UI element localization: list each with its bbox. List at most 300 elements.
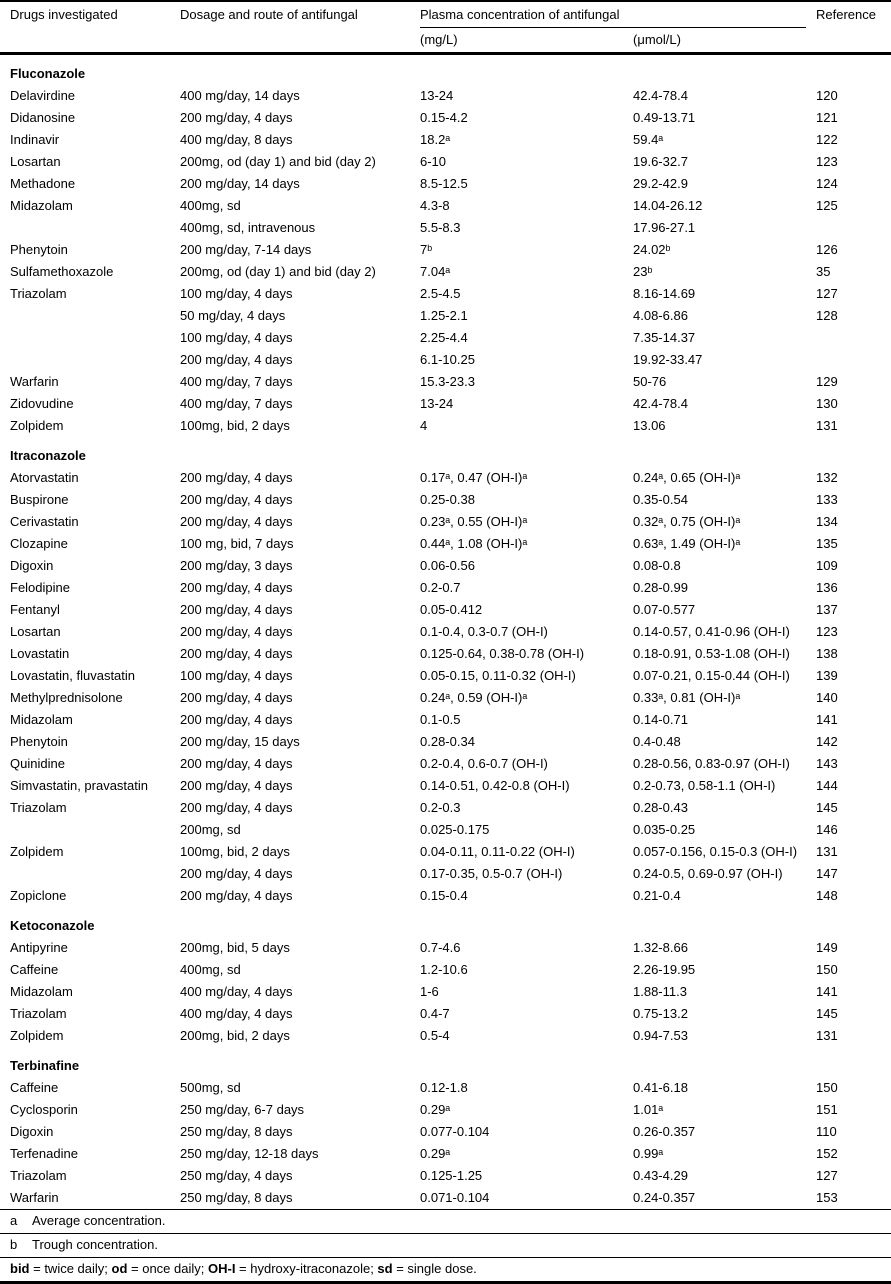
cell-reference: 126	[816, 242, 838, 257]
cell-reference: 153	[816, 1190, 838, 1205]
table-row	[0, 753, 891, 775]
col-header-reference: Reference	[816, 1, 891, 54]
cell-concentration-umol-l: 0.28-0.99	[633, 580, 688, 595]
table-row	[0, 511, 891, 533]
footnote-average-concentration	[0, 1210, 891, 1234]
table-row	[0, 1187, 891, 1210]
table-row	[0, 239, 891, 261]
cell-dosage: 200 mg/day, 4 days	[180, 580, 293, 595]
cell-drug: Cyclosporin	[10, 1102, 78, 1117]
cell-concentration-umol-l: 0.35-0.54	[633, 492, 688, 507]
cell-drug: Atorvastatin	[10, 470, 79, 485]
col-header-dosage-route: Dosage and route of antifungal	[180, 1, 420, 54]
cell-concentration-umol-l: 0.99ᵃ	[633, 1146, 664, 1161]
cell-concentration-umol-l: 0.28-0.43	[633, 800, 688, 815]
cell-concentration-mg-l: 0.1-0.5	[420, 712, 461, 727]
cell-concentration-umol-l: 17.96-27.1	[633, 220, 696, 235]
cell-reference: 147	[816, 866, 838, 881]
cell-concentration-mg-l: 0.14-0.51, 0.42-0.8 (OH-I)	[420, 778, 570, 793]
cell-concentration-mg-l: 0.06-0.56	[420, 558, 475, 573]
table-row	[0, 173, 891, 195]
cell-drug: Fentanyl	[10, 602, 60, 617]
cell-concentration-umol-l: 1.01ᵃ	[633, 1102, 664, 1117]
cell-dosage: 400mg, sd	[180, 198, 241, 213]
cell-concentration-umol-l: 42.4-78.4	[633, 396, 688, 411]
cell-dosage: 200 mg/day, 4 days	[180, 624, 293, 639]
cell-concentration-mg-l: 0.29ᵃ	[420, 1146, 451, 1161]
table-row	[0, 1003, 891, 1025]
cell-concentration-mg-l: 0.077-0.104	[420, 1124, 490, 1139]
table-row	[0, 841, 891, 863]
cell-reference: 149	[816, 940, 838, 955]
table-row	[0, 621, 891, 643]
table-row	[0, 797, 891, 819]
cell-reference: 121	[816, 110, 838, 125]
cell-reference: 138	[816, 646, 838, 661]
cell-concentration-mg-l: 0.5-4	[420, 1028, 450, 1043]
table-row	[0, 709, 891, 731]
cell-drug: Triazolam	[10, 1006, 67, 1021]
cell-reference: 142	[816, 734, 838, 749]
cell-dosage: 200 mg/day, 4 days	[180, 866, 293, 881]
cell-dosage: 400mg, sd, intravenous	[180, 220, 316, 235]
cell-drug: Triazolam	[10, 1168, 67, 1183]
cell-dosage: 250 mg/day, 6-7 days	[180, 1102, 305, 1117]
cell-reference: 110	[816, 1124, 837, 1139]
cell-concentration-mg-l: 1-6	[420, 984, 439, 999]
cell-reference: 150	[816, 962, 838, 977]
cell-dosage: 200 mg/day, 4 days	[180, 712, 293, 727]
cell-concentration-umol-l: 0.94-7.53	[633, 1028, 688, 1043]
cell-concentration-umol-l: 19.6-32.7	[633, 154, 688, 169]
cell-dosage: 250 mg/day, 4 days	[180, 1168, 293, 1183]
cell-reference: 129	[816, 374, 838, 389]
cell-concentration-umol-l: 1.88-11.3	[633, 984, 687, 999]
cell-concentration-umol-l: 19.92-33.47	[633, 352, 703, 367]
cell-reference: 143	[816, 756, 838, 771]
cell-concentration-mg-l: 7ᵇ	[420, 242, 433, 257]
cell-concentration-umol-l: 2.26-19.95	[633, 962, 696, 977]
cell-concentration-mg-l: 7.04ᵃ	[420, 264, 451, 279]
cell-reference: 123	[816, 624, 838, 639]
cell-reference: 125	[816, 198, 838, 213]
table-row	[0, 665, 891, 687]
cell-drug: Warfarin	[10, 374, 59, 389]
cell-dosage: 200 mg/day, 4 days	[180, 492, 293, 507]
cell-concentration-umol-l: 0.4-0.48	[633, 734, 681, 749]
cell-concentration-umol-l: 0.24-0.5, 0.69-0.97 (OH-I)	[633, 866, 783, 881]
cell-reference	[816, 217, 891, 239]
table-footnotes	[0, 1210, 891, 1284]
cell-drug: Phenytoin	[10, 734, 68, 749]
cell-drug: Losartan	[10, 154, 61, 169]
cell-drug: Sulfamethoxazole	[10, 264, 114, 279]
cell-reference: 151	[816, 1102, 838, 1117]
cell-reference: 137	[816, 602, 838, 617]
cell-drug: Triazolam	[10, 800, 67, 815]
cell-reference: 145	[816, 800, 838, 815]
section-title: Fluconazole	[10, 66, 86, 81]
abbreviation-term: od	[111, 1261, 128, 1276]
cell-drug: Buspirone	[10, 492, 69, 507]
table-row	[0, 1121, 891, 1143]
cell-reference: 128	[816, 308, 838, 323]
cell-dosage: 50 mg/day, 4 days	[180, 308, 286, 323]
footnote-text-a: Average concentration.	[32, 1213, 166, 1228]
cell-reference: 152	[816, 1146, 838, 1161]
cell-reference: 120	[816, 88, 838, 103]
cell-dosage: 400 mg/day, 7 days	[180, 396, 293, 411]
cell-reference: 141	[816, 712, 838, 727]
cell-reference	[816, 349, 891, 371]
cell-dosage: 200mg, od (day 1) and bid (day 2)	[180, 264, 376, 279]
table-row	[0, 1143, 891, 1165]
cell-reference: 127	[816, 1168, 838, 1183]
table-row	[0, 129, 891, 151]
cell-drug: Zolpidem	[10, 1028, 64, 1043]
cell-drug: Cerivastatin	[10, 514, 79, 529]
abbreviation-term: OH-I	[207, 1261, 236, 1276]
cell-drug: Midazolam	[10, 712, 73, 727]
table-row	[0, 283, 891, 305]
cell-drug: Midazolam	[10, 198, 73, 213]
table-row	[0, 217, 891, 239]
cell-drug: Antipyrine	[10, 940, 68, 955]
table-row	[0, 533, 891, 555]
cell-dosage: 100 mg/day, 4 days	[180, 668, 293, 683]
table-row	[0, 775, 891, 797]
cell-dosage: 400 mg/day, 8 days	[180, 132, 293, 147]
cell-concentration-umol-l: 13.06	[633, 418, 666, 433]
cell-reference: 124	[816, 176, 838, 191]
cell-concentration-umol-l: 0.32ᵃ, 0.75 (OH-I)ᵃ	[633, 514, 741, 529]
abbreviations-line: bid = twice daily; od = once daily; OH-I = hydroxy-itraconazole; sd = single dose.	[0, 1258, 891, 1284]
cell-concentration-umol-l: 0.2-0.73, 0.58-1.1 (OH-I)	[633, 778, 776, 793]
cell-reference: 127	[816, 286, 838, 301]
table-row	[0, 959, 891, 981]
cell-concentration-mg-l: 0.4-7	[420, 1006, 450, 1021]
cell-drug: Lovastatin	[10, 646, 70, 661]
cell-concentration-umol-l: 0.14-0.57, 0.41-0.96 (OH-I)	[633, 624, 790, 639]
table-row	[0, 305, 891, 327]
cell-reference: 132	[816, 470, 838, 485]
cell-concentration-mg-l: 13-24	[420, 396, 454, 411]
cell-dosage: 200 mg/day, 4 days	[180, 756, 293, 771]
cell-dosage: 400 mg/day, 4 days	[180, 984, 293, 999]
cell-concentration-mg-l: 0.25-0.38	[420, 492, 475, 507]
footnote-marker-a: a	[10, 1213, 18, 1228]
cell-dosage: 250 mg/day, 8 days	[180, 1190, 293, 1205]
cell-drug: Quinidine	[10, 756, 65, 771]
cell-dosage: 200 mg/day, 4 days	[180, 888, 293, 903]
header-row-main	[0, 1, 891, 30]
cell-concentration-mg-l: 0.125-1.25	[420, 1168, 483, 1183]
cell-drug: Didanosine	[10, 110, 76, 125]
cell-concentration-umol-l: 59.4ᵃ	[633, 132, 664, 147]
cell-concentration-mg-l: 1.2-10.6	[420, 962, 468, 977]
cell-concentration-umol-l: 29.2-42.9	[633, 176, 688, 191]
cell-concentration-umol-l: 0.63ᵃ, 1.49 (OH-I)ᵃ	[633, 536, 741, 551]
cell-reference: 135	[816, 536, 838, 551]
cell-drug	[0, 863, 180, 885]
cell-drug	[0, 819, 180, 841]
table-row	[0, 393, 891, 415]
cell-reference: 144	[816, 778, 838, 793]
cell-concentration-mg-l: 5.5-8.3	[420, 220, 461, 235]
cell-drug: Digoxin	[10, 1124, 54, 1139]
cell-drug	[0, 349, 180, 371]
cell-drug	[0, 217, 180, 239]
cell-dosage: 400 mg/day, 7 days	[180, 374, 293, 389]
cell-dosage: 200 mg/day, 4 days	[180, 690, 293, 705]
cell-concentration-umol-l: 0.035-0.25	[633, 822, 696, 837]
cell-reference: 131	[816, 418, 838, 433]
cell-reference: 122	[816, 132, 838, 147]
cell-dosage: 200 mg/day, 14 days	[180, 176, 300, 191]
col-header-umol-per-l: (μmol/L)	[633, 30, 816, 54]
cell-reference: 150	[816, 1080, 838, 1095]
footnote-text-b: Trough concentration.	[32, 1237, 158, 1252]
cell-reference: 141	[816, 984, 838, 999]
cell-drug	[0, 327, 180, 349]
table-row	[0, 1099, 891, 1121]
cell-dosage: 200 mg/day, 7-14 days	[180, 242, 312, 257]
table-row	[0, 85, 891, 107]
cell-drug: Warfarin	[10, 1190, 59, 1205]
cell-concentration-mg-l: 0.025-0.175	[420, 822, 490, 837]
footnote-marker-b: b	[10, 1237, 18, 1252]
cell-dosage: 400 mg/day, 4 days	[180, 1006, 293, 1021]
cell-concentration-mg-l: 0.05-0.15, 0.11-0.32 (OH-I)	[420, 668, 576, 683]
cell-dosage: 200 mg/day, 4 days	[180, 470, 293, 485]
cell-concentration-mg-l: 0.17-0.35, 0.5-0.7 (OH-I)	[420, 866, 563, 881]
cell-reference: 146	[816, 822, 838, 837]
cell-reference: 130	[816, 396, 838, 411]
cell-concentration-mg-l: 0.071-0.104	[420, 1190, 490, 1205]
cell-concentration-mg-l: 4	[420, 418, 428, 433]
section-header-row	[0, 437, 891, 467]
table-row	[0, 643, 891, 665]
cell-drug: Zolpidem	[10, 844, 64, 859]
table-row	[0, 107, 891, 129]
cell-dosage: 100 mg/day, 4 days	[180, 286, 293, 301]
table-row	[0, 467, 891, 489]
cell-drug: Caffeine	[10, 962, 59, 977]
cell-drug: Zolpidem	[10, 418, 64, 433]
cell-concentration-mg-l: 2.5-4.5	[420, 286, 461, 301]
cell-dosage: 200 mg/day, 4 days	[180, 110, 293, 125]
section-title: Itraconazole	[10, 448, 86, 463]
cell-dosage: 100 mg, bid, 7 days	[180, 536, 294, 551]
table-row	[0, 151, 891, 173]
table-row	[0, 327, 891, 349]
table-row	[0, 1165, 891, 1187]
cell-dosage: 250 mg/day, 8 days	[180, 1124, 293, 1139]
cell-concentration-mg-l: 0.05-0.412	[420, 602, 483, 617]
cell-dosage: 100mg, bid, 2 days	[180, 844, 290, 859]
cell-concentration-mg-l: 0.44ᵃ, 1.08 (OH-I)ᵃ	[420, 536, 528, 551]
cell-reference: 109	[816, 558, 838, 573]
cell-drug: Triazolam	[10, 286, 67, 301]
cell-dosage: 200mg, bid, 5 days	[180, 940, 290, 955]
cell-concentration-umol-l: 0.08-0.8	[633, 558, 681, 573]
cell-concentration-mg-l: 15.3-23.3	[420, 374, 475, 389]
cell-concentration-umol-l: 0.28-0.56, 0.83-0.97 (OH-I)	[633, 756, 790, 771]
cell-dosage: 100mg, bid, 2 days	[180, 418, 290, 433]
cell-dosage: 200mg, bid, 2 days	[180, 1028, 290, 1043]
cell-drug: Midazolam	[10, 984, 73, 999]
cell-concentration-umol-l: 42.4-78.4	[633, 88, 688, 103]
section-header-row	[0, 1047, 891, 1077]
cell-concentration-umol-l: 0.24ᵃ, 0.65 (OH-I)ᵃ	[633, 470, 741, 485]
table-row	[0, 819, 891, 841]
cell-concentration-umol-l: 0.33ᵃ, 0.81 (OH-I)ᵃ	[633, 690, 741, 705]
section-header-row	[0, 54, 891, 86]
cell-drug: Losartan	[10, 624, 61, 639]
table-row	[0, 981, 891, 1003]
cell-dosage: 200 mg/day, 4 days	[180, 800, 293, 815]
cell-drug	[0, 305, 180, 327]
cell-concentration-umol-l: 4.08-6.86	[633, 308, 688, 323]
cell-dosage: 400mg, sd	[180, 962, 241, 977]
cell-reference: 35	[816, 264, 831, 279]
cell-dosage: 200 mg/day, 4 days	[180, 352, 293, 367]
cell-drug: Delavirdine	[10, 88, 76, 103]
cell-concentration-umol-l: 0.49-13.71	[633, 110, 696, 125]
cell-drug: Digoxin	[10, 558, 54, 573]
cell-reference: 123	[816, 154, 838, 169]
table-row	[0, 863, 891, 885]
cell-dosage: 400 mg/day, 14 days	[180, 88, 300, 103]
cell-concentration-umol-l: 0.07-0.577	[633, 602, 696, 617]
abbreviation-term: bid	[10, 1261, 30, 1276]
cell-reference: 145	[816, 1006, 838, 1021]
table-row	[0, 349, 891, 371]
cell-concentration-mg-l: 0.2-0.7	[420, 580, 461, 595]
abbreviation-term: sd	[377, 1261, 393, 1276]
table-header	[0, 1, 891, 54]
cell-drug: Felodipine	[10, 580, 70, 595]
cell-drug: Zopiclone	[10, 888, 67, 903]
cell-drug: Clozapine	[10, 536, 68, 551]
cell-concentration-umol-l: 0.41-6.18	[633, 1080, 688, 1095]
cell-concentration-umol-l: 0.21-0.4	[633, 888, 681, 903]
table-row	[0, 937, 891, 959]
cell-drug: Terfenadine	[10, 1146, 78, 1161]
table-row	[0, 1077, 891, 1099]
col-header-drugs-investigated: Drugs investigated	[0, 1, 180, 54]
cell-concentration-mg-l: 0.2-0.3	[420, 800, 461, 815]
cell-concentration-mg-l: 0.12-1.8	[420, 1080, 468, 1095]
cell-concentration-umol-l: 7.35-14.37	[633, 330, 696, 345]
cell-dosage: 200 mg/day, 15 days	[180, 734, 300, 749]
cell-concentration-mg-l: 0.23ᵃ, 0.55 (OH-I)ᵃ	[420, 514, 528, 529]
cell-dosage: 500mg, sd	[180, 1080, 241, 1095]
table-row	[0, 261, 891, 283]
cell-concentration-mg-l: 8.5-12.5	[420, 176, 468, 191]
table-row	[0, 415, 891, 437]
cell-concentration-mg-l: 0.28-0.34	[420, 734, 475, 749]
cell-drug: Phenytoin	[10, 242, 68, 257]
cell-concentration-mg-l: 6-10	[420, 154, 447, 169]
footnote-trough-concentration	[0, 1234, 891, 1258]
cell-concentration-mg-l: 13-24	[420, 88, 454, 103]
cell-reference: 134	[816, 514, 838, 529]
table-row	[0, 195, 891, 217]
cell-concentration-umol-l: 14.04-26.12	[633, 198, 703, 213]
cell-concentration-umol-l: 0.43-4.29	[633, 1168, 688, 1183]
cell-concentration-mg-l: 0.24ᵃ, 0.59 (OH-I)ᵃ	[420, 690, 528, 705]
table-row	[0, 489, 891, 511]
table-row	[0, 731, 891, 753]
table-row	[0, 687, 891, 709]
cell-concentration-mg-l: 1.25-2.1	[420, 308, 468, 323]
cell-concentration-mg-l: 0.15-4.2	[420, 110, 468, 125]
section-title: Terbinafine	[10, 1058, 80, 1073]
cell-concentration-mg-l: 0.04-0.11, 0.11-0.22 (OH-I)	[420, 844, 575, 859]
cell-reference	[816, 327, 891, 349]
table-row	[0, 371, 891, 393]
cell-concentration-mg-l: 0.7-4.6	[420, 940, 461, 955]
cell-concentration-mg-l: 0.2-0.4, 0.6-0.7 (OH-I)	[420, 756, 548, 771]
cell-dosage: 200 mg/day, 4 days	[180, 514, 293, 529]
cell-drug: Simvastatin, pravastatin	[10, 778, 149, 793]
cell-concentration-mg-l: 0.1-0.4, 0.3-0.7 (OH-I)	[420, 624, 548, 639]
cell-concentration-umol-l: 0.24-0.357	[633, 1190, 696, 1205]
cell-dosage: 100 mg/day, 4 days	[180, 330, 293, 345]
cell-drug: Lovastatin, fluvastatin	[10, 668, 136, 683]
cell-drug: Caffeine	[10, 1080, 59, 1095]
cell-concentration-umol-l: 8.16-14.69	[633, 286, 696, 301]
cell-drug: Methadone	[10, 176, 76, 191]
cell-dosage: 200 mg/day, 4 days	[180, 778, 293, 793]
plasma-group-label: Plasma concentration of antifungal	[420, 7, 806, 28]
cell-reference: 133	[816, 492, 838, 507]
cell-concentration-umol-l: 0.057-0.156, 0.15-0.3 (OH-I)	[633, 844, 798, 859]
table-row	[0, 1025, 891, 1047]
cell-concentration-mg-l: 0.17ᵃ, 0.47 (OH-I)ᵃ	[420, 470, 528, 485]
cell-dosage: 200mg, sd	[180, 822, 241, 837]
col-header-mg-per-l: (mg/L)	[420, 30, 633, 54]
cell-reference: 131	[816, 844, 838, 859]
cell-concentration-umol-l: 0.75-13.2	[633, 1006, 688, 1021]
cell-dosage: 200mg, od (day 1) and bid (day 2)	[180, 154, 376, 169]
cell-concentration-umol-l: 0.07-0.21, 0.15-0.44 (OH-I)	[633, 668, 790, 683]
cell-dosage: 200 mg/day, 4 days	[180, 602, 293, 617]
cell-concentration-mg-l: 0.29ᵃ	[420, 1102, 451, 1117]
cell-concentration-mg-l: 6.1-10.25	[420, 352, 475, 367]
cell-concentration-mg-l: 18.2ᵃ	[420, 132, 451, 147]
table-row	[0, 885, 891, 907]
cell-concentration-umol-l: 50-76	[633, 374, 667, 389]
cell-reference: 139	[816, 668, 838, 683]
cell-reference: 148	[816, 888, 838, 903]
cell-drug: Zidovudine	[10, 396, 74, 411]
cell-reference: 140	[816, 690, 838, 705]
cell-concentration-mg-l: 2.25-4.4	[420, 330, 468, 345]
cell-concentration-mg-l: 0.15-0.4	[420, 888, 468, 903]
section-header-row	[0, 907, 891, 937]
cell-concentration-umol-l: 0.26-0.357	[633, 1124, 696, 1139]
cell-dosage: 250 mg/day, 12-18 days	[180, 1146, 319, 1161]
cell-drug: Indinavir	[10, 132, 60, 147]
cell-concentration-umol-l: 1.32-8.66	[633, 940, 688, 955]
cell-drug: Methylprednisolone	[10, 690, 123, 705]
cell-concentration-umol-l: 24.02ᵇ	[633, 242, 671, 257]
table-row	[0, 599, 891, 621]
cell-dosage: 200 mg/day, 4 days	[180, 646, 293, 661]
col-header-plasma-concentration	[420, 1, 816, 30]
